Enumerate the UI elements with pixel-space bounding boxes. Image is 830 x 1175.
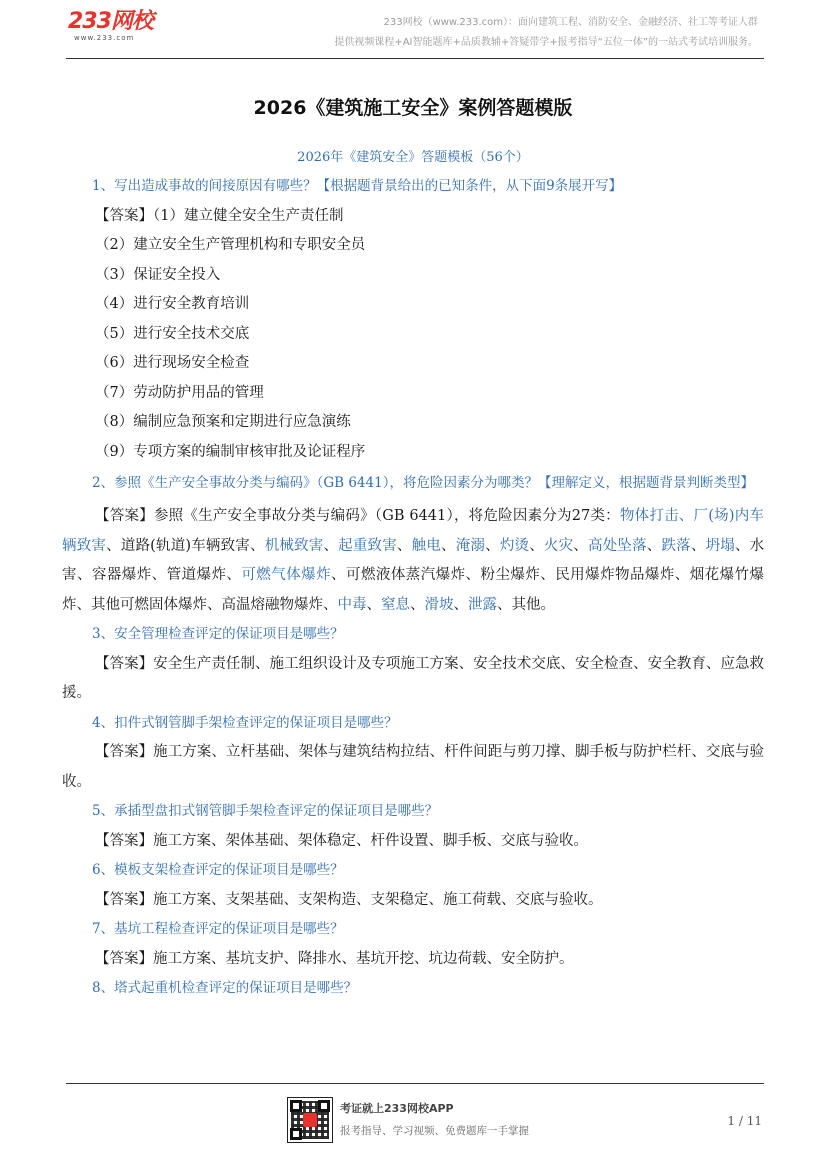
- highlighted-term: 灼烫: [499, 537, 530, 554]
- highlighted-term: 泄露: [468, 596, 497, 613]
- highlighted-term: 机械致害: [264, 537, 324, 554]
- answer-text: 、: [323, 537, 339, 554]
- answer-text: 、道路(轨道)车辆致害、: [106, 537, 265, 554]
- highlighted-term: 可燃气体爆炸: [241, 567, 332, 583]
- answer-1-item: 【答案】（1）建立健全安全生产责任制: [95, 207, 344, 224]
- answer-text: 、可燃液体蒸汽爆炸、粉尘爆炸、民用爆炸物品爆炸、烟花爆竹爆炸、其他可燃固体爆炸、高温熔融物爆炸、: [62, 567, 765, 613]
- qr-finder: [318, 1100, 330, 1112]
- footer-divider: [66, 1083, 764, 1084]
- footer-app-title: 考证就上233网校APP: [340, 1102, 454, 1115]
- question-4: 4、扣件式钢管脚手架检查评定的保证项目是哪些？: [92, 714, 398, 731]
- answer-7: 【答案】施工方案、基坑支护、降排水、基坑开挖、坑边荷载、安全防护。: [95, 950, 574, 967]
- answer-text: 、: [529, 537, 544, 554]
- answer-1-item: （5）进行安全技术交底: [95, 325, 250, 342]
- answer-1-item: （9）专项方案的编制审核审批及论证程序: [95, 443, 366, 460]
- qr-finder: [290, 1128, 302, 1140]
- question-2: 2、参照《生产安全事故分类与编码》（GB 6441），将危险因素分为哪类？【理解定义，根据题背景判断类型】: [92, 475, 754, 491]
- answer-1-item: （8）编制应急预案和定期进行应急演练: [95, 414, 351, 430]
- highlighted-term: 物体打击、厂(场)内车辆致害: [62, 508, 764, 554]
- highlighted-term: 高处坠落: [588, 537, 647, 554]
- answer-text: 、: [690, 537, 706, 554]
- answer-text: 、: [410, 596, 425, 613]
- highlighted-term: 跌落: [661, 537, 691, 554]
- answer-text: 、: [366, 596, 381, 613]
- answer-1-item: （3）保证安全投入: [95, 266, 221, 283]
- answer-text: 【答案】参照《生产安全事故分类与编码》（GB 6441），将危险因素分为27类：: [95, 508, 620, 524]
- qr-logo-badge: [303, 1113, 317, 1127]
- answer-1-item: （2）建立安全生产管理机构和专职安全员: [95, 237, 366, 253]
- answer-text: 、: [646, 537, 662, 554]
- highlighted-term: 触电: [411, 537, 442, 554]
- answer-text: 、: [441, 537, 456, 554]
- highlighted-term: 滑坡: [424, 596, 454, 613]
- answer-1-item: （4）进行安全教育培训: [95, 296, 250, 312]
- document-subtitle: 2026年《建筑安全》答题模板（56个）: [297, 150, 529, 165]
- question-8: 8、塔式起重机检查评定的保证项目是哪些？: [92, 980, 358, 996]
- question-1: 1、写出造成事故的间接原因有哪些？【根据题背景给出的已知条件，从下面9条展开写】: [92, 178, 623, 194]
- answer-text: 、: [396, 537, 412, 554]
- document-body: [62, 88, 764, 1004]
- answer-4: 【答案】施工方案、立杆基础、架体与建筑结构拉结、杆件间距与剪刀撑、脚手板与防护栏杆、交底与验收。: [62, 744, 764, 790]
- logo-url: www.233.com: [74, 34, 135, 42]
- question-3: 3、安全管理检查评定的保证项目是哪些？: [92, 626, 344, 642]
- answer-6: 【答案】施工方案、支架基础、支架构造、支架稳定、施工荷载、交底与验收。: [95, 891, 603, 908]
- answer-text: 、: [485, 537, 500, 554]
- highlighted-term: 淹溺: [455, 537, 486, 554]
- highlighted-term: 中毒: [337, 596, 367, 613]
- header-tagline: [298, 13, 758, 53]
- header-line-2: 提供视频课程+AI智能题库+品质教辅+答疑带学+报考指导“五位一体”的一站式考试培训服务。: [334, 37, 758, 48]
- brand-logo: [68, 10, 163, 44]
- question-5: 5、承插型盘扣式钢管脚手架检查评定的保证项目是哪些？: [92, 803, 439, 819]
- answer-1-item: （6）进行现场安全检查: [95, 355, 250, 371]
- answer-3: 【答案】安全生产责任制、施工组织设计及专项施工方案、安全技术交底、安全检查、安全教育、应急救援。: [62, 655, 764, 701]
- header-divider: [66, 58, 764, 59]
- question-6: 6、模板支架检查评定的保证项目是哪些？: [92, 862, 344, 878]
- highlighted-term: 火灾: [543, 537, 574, 554]
- highlighted-term: 窒息: [381, 596, 410, 613]
- app-qr-code: [287, 1097, 333, 1143]
- answer-1-item: （7）劳动防护用品的管理: [95, 384, 264, 401]
- footer-app-subtitle: 报考指导、学习视频、免费题库一手掌握: [340, 1125, 529, 1137]
- answer-text: 、水害、容器爆炸、管道爆炸、: [62, 537, 765, 583]
- header-line-1: 233网校（www.233.com）：面向建筑工程、消防安全、金融经济、社工等考证人群: [383, 17, 758, 28]
- question-7: 7、基坑工程检查评定的保证项目是哪些？: [92, 921, 344, 937]
- highlighted-term: 起重致害: [338, 537, 397, 554]
- answer-text: 、: [453, 596, 468, 613]
- page-number: 1 / 11: [727, 1114, 762, 1128]
- document-title: 2026《建筑施工安全》案例答题模版: [253, 97, 573, 119]
- qr-finder: [290, 1100, 302, 1112]
- answer-2: [62, 502, 764, 620]
- logo-wordmark: 233网校: [68, 9, 153, 34]
- highlighted-term: 坍塌: [705, 537, 735, 554]
- page-header: [0, 0, 830, 60]
- answer-text: 、: [573, 537, 588, 554]
- answer-5: 【答案】施工方案、架体基础、架体稳定、杆件设置、脚手板、交底与验收。: [95, 832, 588, 849]
- answer-text: 、其他。: [497, 596, 555, 613]
